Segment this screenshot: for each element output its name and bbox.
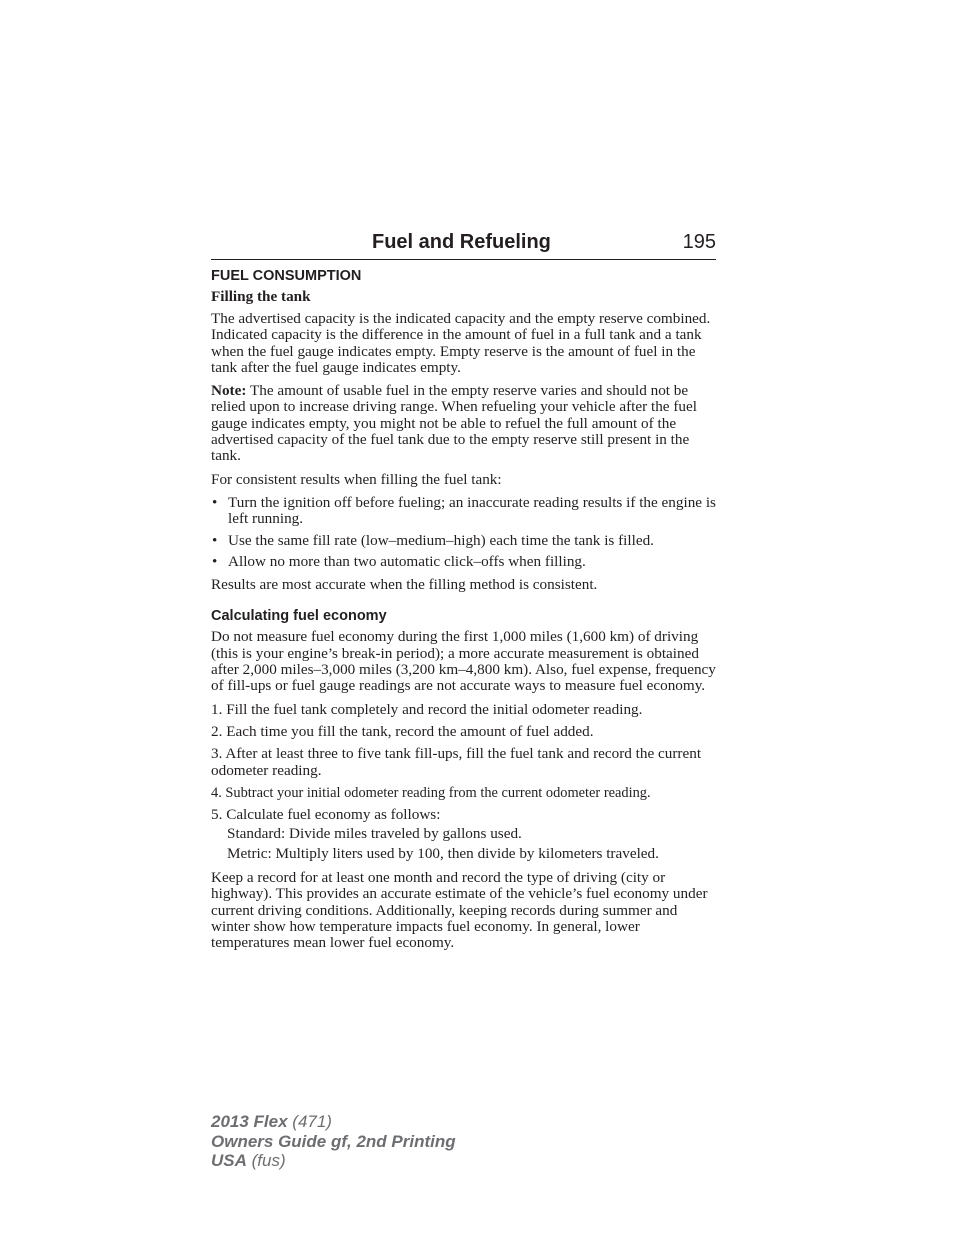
subsection-heading-economy: Calculating fuel economy (211, 608, 387, 625)
note-paragraph (211, 383, 716, 464)
chapter-title: Fuel and Refueling (372, 231, 551, 253)
footer-model: 2013 Flex (211, 1112, 288, 1131)
step-item: 2. Each time you fill the tank, record the amount of fuel added. (211, 722, 594, 740)
page-content (211, 266, 716, 959)
subheading-filling-tank: Filling the tank (211, 288, 311, 305)
list-item: • Allow no more than two automatic click–offs when filling. (211, 554, 716, 570)
step-item: 1. Fill the fuel tank completely and record the initial odometer reading. (211, 700, 643, 718)
step-item: 5. Calculate fuel economy as follows: (211, 806, 441, 824)
footer-market-code: (fus) (246, 1151, 286, 1170)
note-label: Note: (211, 382, 247, 400)
metric-formula: Metric: Multiply liters used by 100, then divide by kilometers traveled. (227, 844, 659, 862)
step-item: 3. After at least three to five tank fill-ups, fill the fuel tank and record the current odometer reading. (211, 745, 702, 779)
footer-guide-line (211, 1132, 456, 1152)
paragraph-intro: For consistent results when filling the fuel tank: (211, 470, 502, 488)
page-footer (211, 1112, 456, 1171)
page-number: 195 (682, 231, 716, 253)
footer-market-line (211, 1151, 456, 1171)
footer-market: USA (211, 1151, 247, 1170)
paragraph-results: Results are most accurate when the filling method is consistent. (211, 576, 598, 594)
note-text: The amount of usable fuel in the empty reserve varies and should not be relied upon to increase driving range. When refueling your vehicle after the fuel gauge indicates empty, you might not be able to refuel the full amount of the advertised capacity of the fuel tank due to the empty reserve still present in the tank. (211, 382, 697, 465)
paragraph-economy: Do not measure fuel economy during the first 1,000 miles (1,600 km) of driving (this is your engine’s break-in period); a more accurate measurement is obtained after 2,000 miles–3,000 miles (3,200 km–4,800 km). Also, fuel expense, frequency of fill-ups or fuel gauge readings are not accurate ways to measure fuel economy. (211, 628, 716, 695)
list-item: • Use the same fill rate (low–medium–high) each time the tank is filled. (211, 533, 716, 549)
page-header (211, 229, 716, 260)
paragraph-closing: Keep a record for at least one month and record the type of driving (city or highway). This provides an accurate estimate of the vehicle’s fuel economy under current driving conditions. Additionally, keeping records during summer and winter show how temperature impacts fuel economy. In general, lower temperatures mean lower fuel economy. (211, 869, 708, 952)
footer-guide: Owners Guide gf, 2nd Printing (211, 1131, 456, 1151)
footer-model-code: (471) (287, 1112, 332, 1131)
standard-formula: Standard: Divide miles traveled by gallons used. (227, 825, 522, 843)
bullet-list (211, 495, 716, 570)
list-item: • Turn the ignition off before fueling; an inaccurate reading results if the engine is left running. (211, 495, 716, 528)
paragraph-capacity: The advertised capacity is the indicated capacity and the empty reserve combined. Indicated capacity is the difference in the amount of fuel in a full tank and a tank when the fuel gauge indicates empty. Empty reserve is the amount of fuel in the tank after the fuel gauge indicates empty. (211, 310, 711, 376)
section-heading: FUEL CONSUMPTION (211, 268, 362, 284)
step-item: 4. Subtract your initial odometer reading from the current odometer reading. (211, 784, 651, 801)
footer-model-line (211, 1112, 456, 1132)
